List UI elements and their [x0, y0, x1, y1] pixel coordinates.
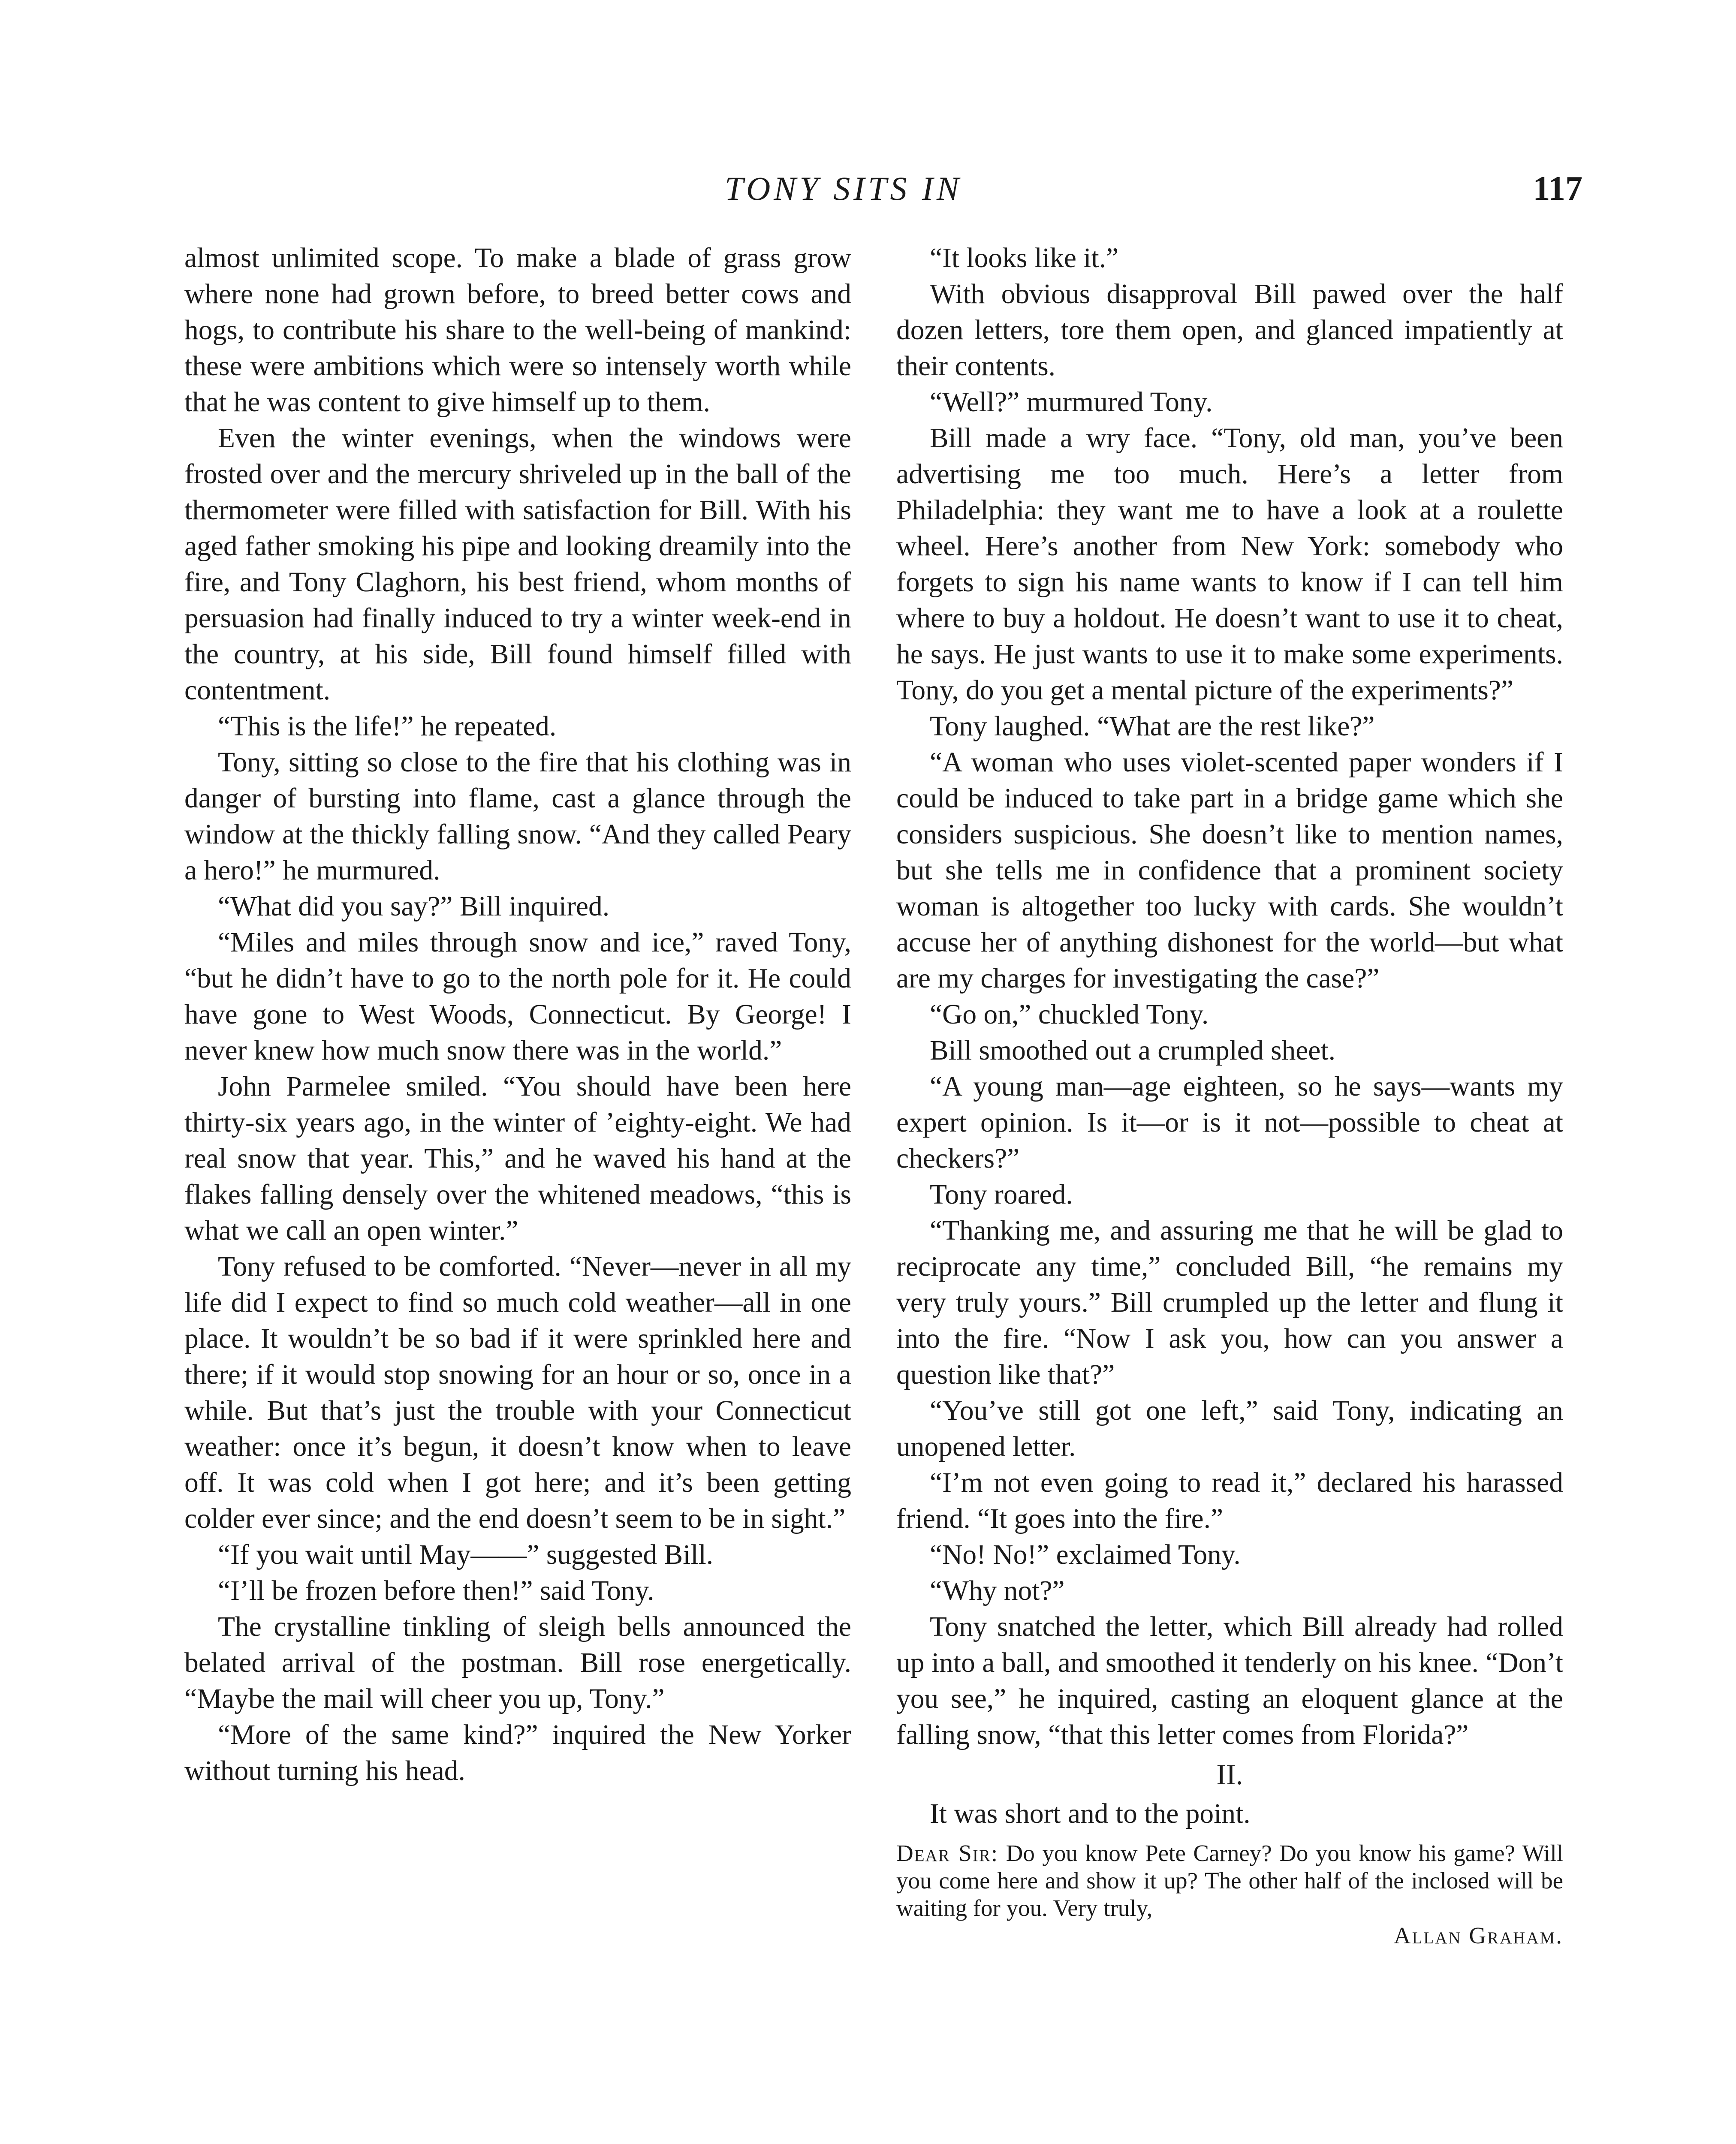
paragraph: “It looks like it.”: [930, 243, 1119, 274]
paragraph: “This is the life!” he repeated.: [218, 711, 557, 742]
paragraph: John Parmelee smiled. “You should have been here thirty-six years ago, in the winter of ’eighty-eight. We had real snow that year. This,” and he waved his hand at the flakes falling densely over the whitened meadows, “this is what we call an open winter.”: [184, 1071, 851, 1246]
quoted-letter: [896, 1840, 1563, 1949]
paragraph: “No! No!” exclaimed Tony.: [930, 1539, 1241, 1570]
paragraph: With obvious disapproval Bill pawed over the half dozen letters, tore them open, and glanced impatiently at their contents.: [896, 279, 1563, 382]
paragraph: “I’ll be frozen before then!” said Tony.: [218, 1575, 654, 1606]
section-intro: It was short and to the point.: [930, 1798, 1251, 1829]
letter-text: Do you know Pete Carney? Do you know his game? Will you come here and show it up? The other half of the inclosed will be waiting for you. Very truly,: [896, 1840, 1564, 1921]
paragraph: “Go on,” chuckled Tony.: [930, 999, 1209, 1030]
paragraph: “Thanking me, and assuring me that he will be glad to reciprocate any time,” concluded Bill, “he remains my very truly yours.” Bill crumpled up the letter and flung it into the fire. “Now I ask you, how can you answer a question like that?”: [896, 1215, 1563, 1390]
left-column: [184, 240, 851, 1789]
paragraph: Even the winter evenings, when the windows were frosted over and the mercury shriveled up in the ball of the thermometer were filled with satisfaction for Bill. With his aged father smoking his pipe and looking dreamily into the fire, and Tony Claghorn, his best friend, whom months of persuasion had finally induced to try a winter week-end in the country, at his side, Bill found himself filled with contentment.: [184, 423, 851, 706]
paragraph: Tony snatched the letter, which Bill already had rolled up into a ball, and smoothed it tenderly on his knee. “Don’t you see,” he inquired, casting an eloquent glance at the falling snow, “that this letter comes from Florida?”: [896, 1611, 1563, 1750]
paragraph: almost unlimited scope. To make a blade of grass grow where none had grown before, to breed better cows and hogs, to contribute his share to the well-being of mankind: these were ambitions which were so intensely worth while that he was content to give himself up to them.: [184, 243, 851, 418]
paragraph: “What did you say?” Bill inquired.: [218, 891, 610, 922]
paragraph: “More of the same kind?” inquired the New Yorker without turning his head.: [184, 1719, 851, 1786]
paragraph: Tony laughed. “What are the rest like?”: [930, 711, 1375, 742]
paragraph: “A young man—age eighteen, so he says—wants my expert opinion. Is it—or is it not—possible to cheat at checkers?”: [896, 1071, 1563, 1174]
letter-body: [896, 1840, 1563, 1922]
page-header: [725, 165, 1582, 212]
paragraph: The crystalline tinkling of sleigh bells announced the belated arrival of the postman. Bill rose energetically. “Maybe the mail will cheer you up, Tony.”: [184, 1611, 851, 1714]
paragraph: “Why not?”: [930, 1575, 1065, 1606]
letter-signature: Allan Graham.: [1393, 1922, 1563, 1948]
paragraph: Tony roared.: [930, 1179, 1073, 1210]
running-title: TONY SITS IN: [725, 170, 963, 207]
paragraph: Bill made a wry face. “Tony, old man, you’ve been advertising me too much. Here’s a letter from Philadelphia: they want me to have a look at a roulette wheel. Here’s another from New York: somebody who forgets to sign his name wants to know if I can tell him where to buy a holdout. He doesn’t want to use it to cheat, he says. He just wants to use it to make some experiments. Tony, do you get a mental picture of the experiments?”: [896, 423, 1563, 706]
paragraph: “If you wait until May——” suggested Bill.: [218, 1539, 714, 1570]
paragraph: Tony refused to be comforted. “Never—never in all my life did I expect to find so much cold weather—all in one place. It wouldn’t be so bad if it were sprinkled here and there; if it would stop snowing for an hour or so, once in a while. But that’s just the trouble with your Connecticut weather: once it’s begun, it doesn’t know when to leave off. It was cold when I got here; and it’s been getting colder ever since; and the end doesn’t seem to be in sight.”: [184, 1251, 851, 1534]
paragraph: Bill smoothed out a crumpled sheet.: [930, 1035, 1335, 1066]
paragraph: “Well?” murmured Tony.: [930, 387, 1213, 418]
paragraph: “A woman who uses violet-scented paper wonders if I could be induced to take part in a bridge game which she considers suspicious. She doesn’t like to mention names, but she tells me in confidence that a prominent society woman is altogether too lucky with cards. She wouldn’t accuse her of anything dishonest for the world—but what are my charges for investigating the case?”: [896, 747, 1563, 994]
letter-salutation: Dear Sir:: [896, 1840, 999, 1866]
section-heading: II.: [1216, 1758, 1243, 1791]
right-column: [896, 240, 1563, 1949]
paragraph: “You’ve still got one left,” said Tony, indicating an unopened letter.: [896, 1395, 1563, 1462]
page-number: 117: [1533, 170, 1582, 208]
paragraph: “I’m not even going to read it,” declared his harassed friend. “It goes into the fire.”: [896, 1467, 1563, 1534]
paragraph: “Miles and miles through snow and ice,” raved Tony, “but he didn’t have to go to the north pole for it. He could have gone to West Woods, Connecticut. By George! I never knew how much snow there was in the world.”: [184, 927, 851, 1066]
paragraph: Tony, sitting so close to the fire that his clothing was in danger of bursting into flame, cast a glance through the window at the thickly falling snow. “And they called Peary a hero!” he murmured.: [184, 747, 851, 886]
